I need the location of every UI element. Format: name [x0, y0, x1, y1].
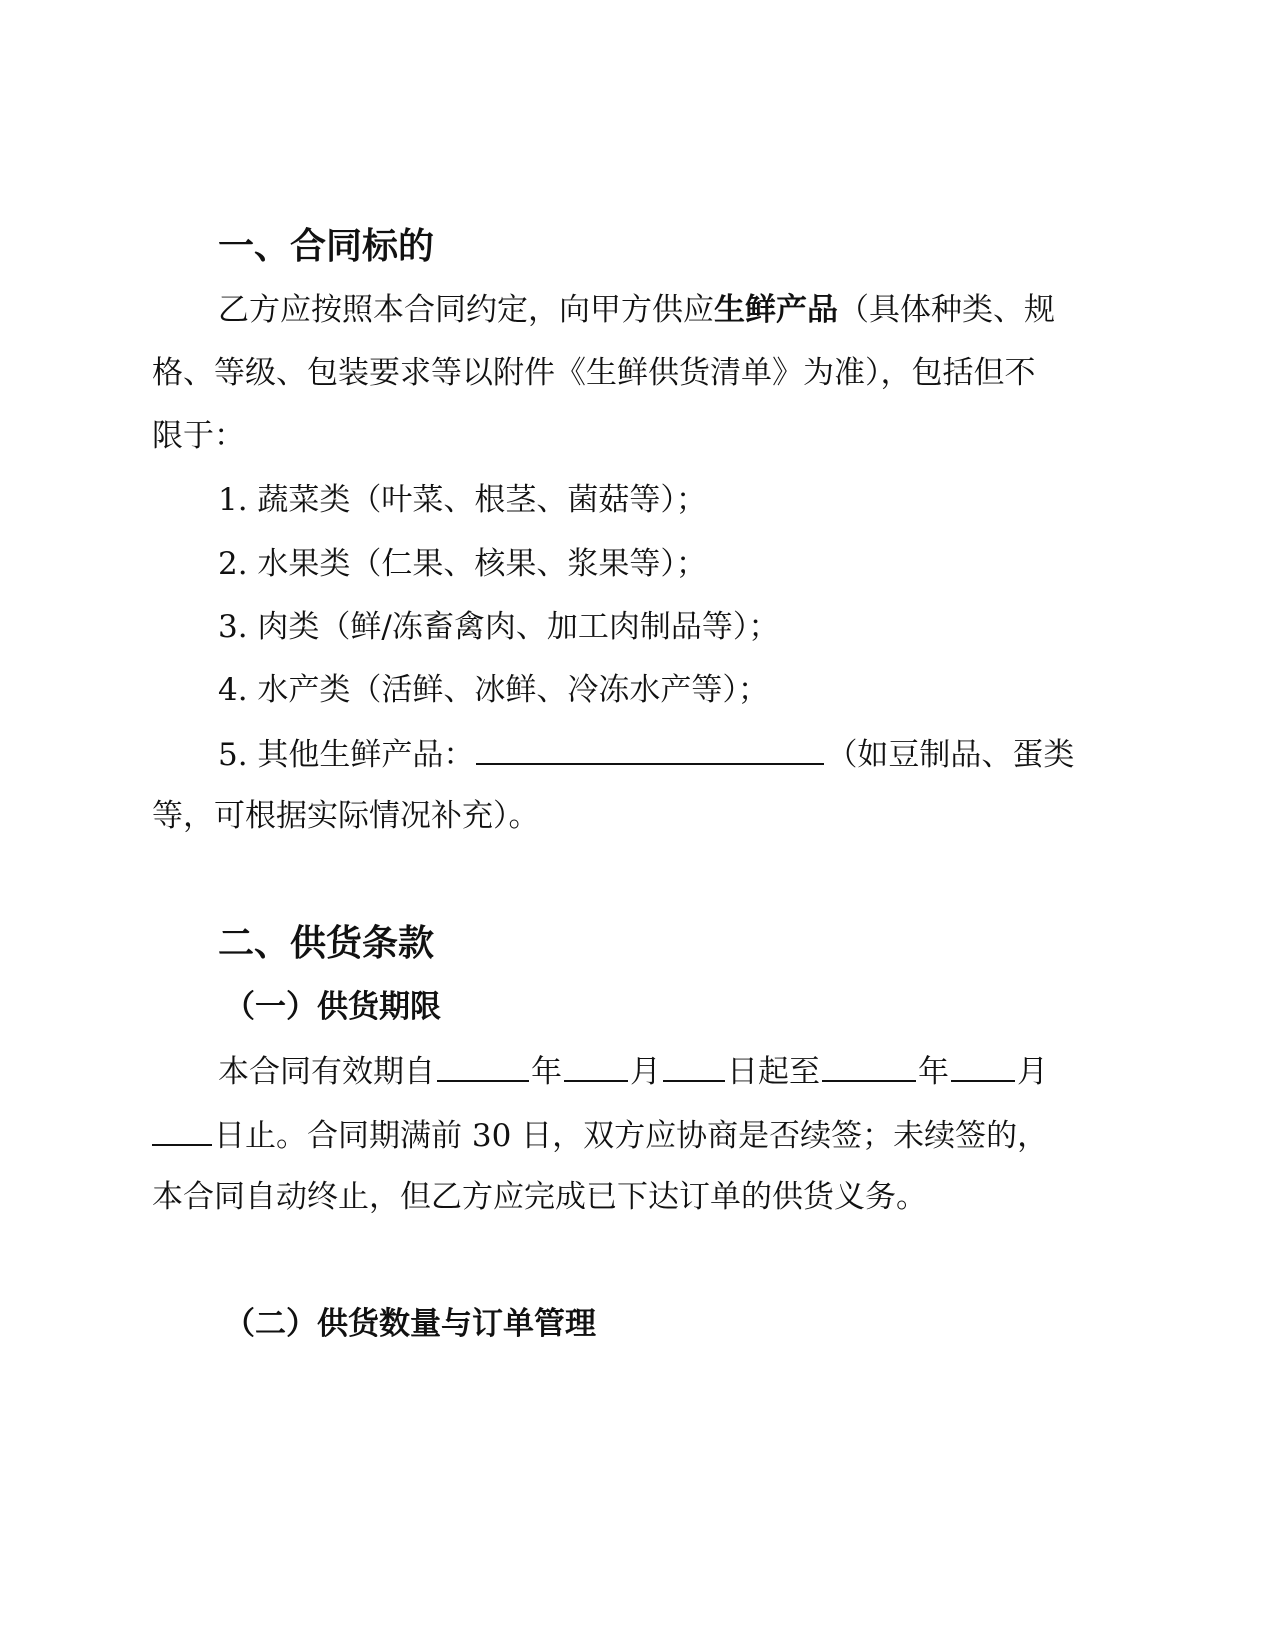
list-item-2: 2. 水果类（仁果、核果、浆果等）； [218, 546, 707, 582]
fill-blank-start-month[interactable] [564, 1050, 628, 1082]
fill-blank-start-year[interactable] [437, 1050, 529, 1082]
term-year-label-2: 年 [918, 1054, 949, 1090]
list-item-5-note: （如豆制品、蛋类 [826, 737, 1075, 773]
intro-line-1 [218, 290, 1055, 330]
list-item-3: 3. 肉类（鲜/冻畜禽肉、加工肉制品等）； [218, 609, 780, 645]
intro-line-1-tail: （具体种类、规 [838, 292, 1055, 328]
subsection2-heading: （二）供货数量与订单管理 [224, 1306, 596, 1342]
intro-line-3: 限于： [152, 418, 245, 454]
list-item-5-cont: 等，可根据实际情况补充）。 [152, 798, 540, 834]
intro-line-1-text: 乙方应按照本合同约定，向甲方供应 [218, 292, 714, 328]
term-line-2 [152, 1114, 1048, 1156]
fill-blank-end-month[interactable] [951, 1050, 1015, 1082]
section2-heading: 二、供货条款 [218, 923, 435, 964]
intro-line-2: 格、等级、包装要求等以附件《生鲜供货清单》为准），包括但不 [152, 355, 1036, 391]
term-line-1 [218, 1050, 1048, 1092]
term-month-label-2: 月 [1017, 1054, 1048, 1090]
list-item-5 [218, 733, 1074, 775]
term-day-label-1: 日起至 [727, 1054, 820, 1090]
fill-blank-end-day[interactable] [152, 1114, 212, 1146]
list-item-5-label: 5. 其他生鲜产品： [218, 737, 475, 773]
list-item-4: 4. 水产类（活鲜、冰鲜、冷冻水产等）； [218, 672, 769, 708]
section1-heading: 一、合同标的 [218, 226, 435, 267]
intro-bold-product: 生鲜产品 [714, 292, 838, 328]
term-line-2-text: 日止。合同期满前 30 日，双方应协商是否续签；未续签的， [214, 1118, 1049, 1154]
subsection1-heading: （一）供货期限 [224, 989, 441, 1025]
term-line-3: 本合同自动终止，但乙方应完成已下达订单的供货义务。 [152, 1179, 927, 1215]
term-text-start: 本合同有效期自 [218, 1054, 435, 1090]
fill-blank-start-day[interactable] [663, 1050, 725, 1082]
term-month-label-1: 月 [630, 1054, 661, 1090]
list-item-1: 1. 蔬菜类（叶菜、根茎、菌菇等）； [218, 482, 707, 518]
fill-blank-end-year[interactable] [822, 1050, 916, 1082]
term-year-label-1: 年 [531, 1054, 562, 1090]
fill-blank-other-products[interactable] [476, 733, 824, 765]
